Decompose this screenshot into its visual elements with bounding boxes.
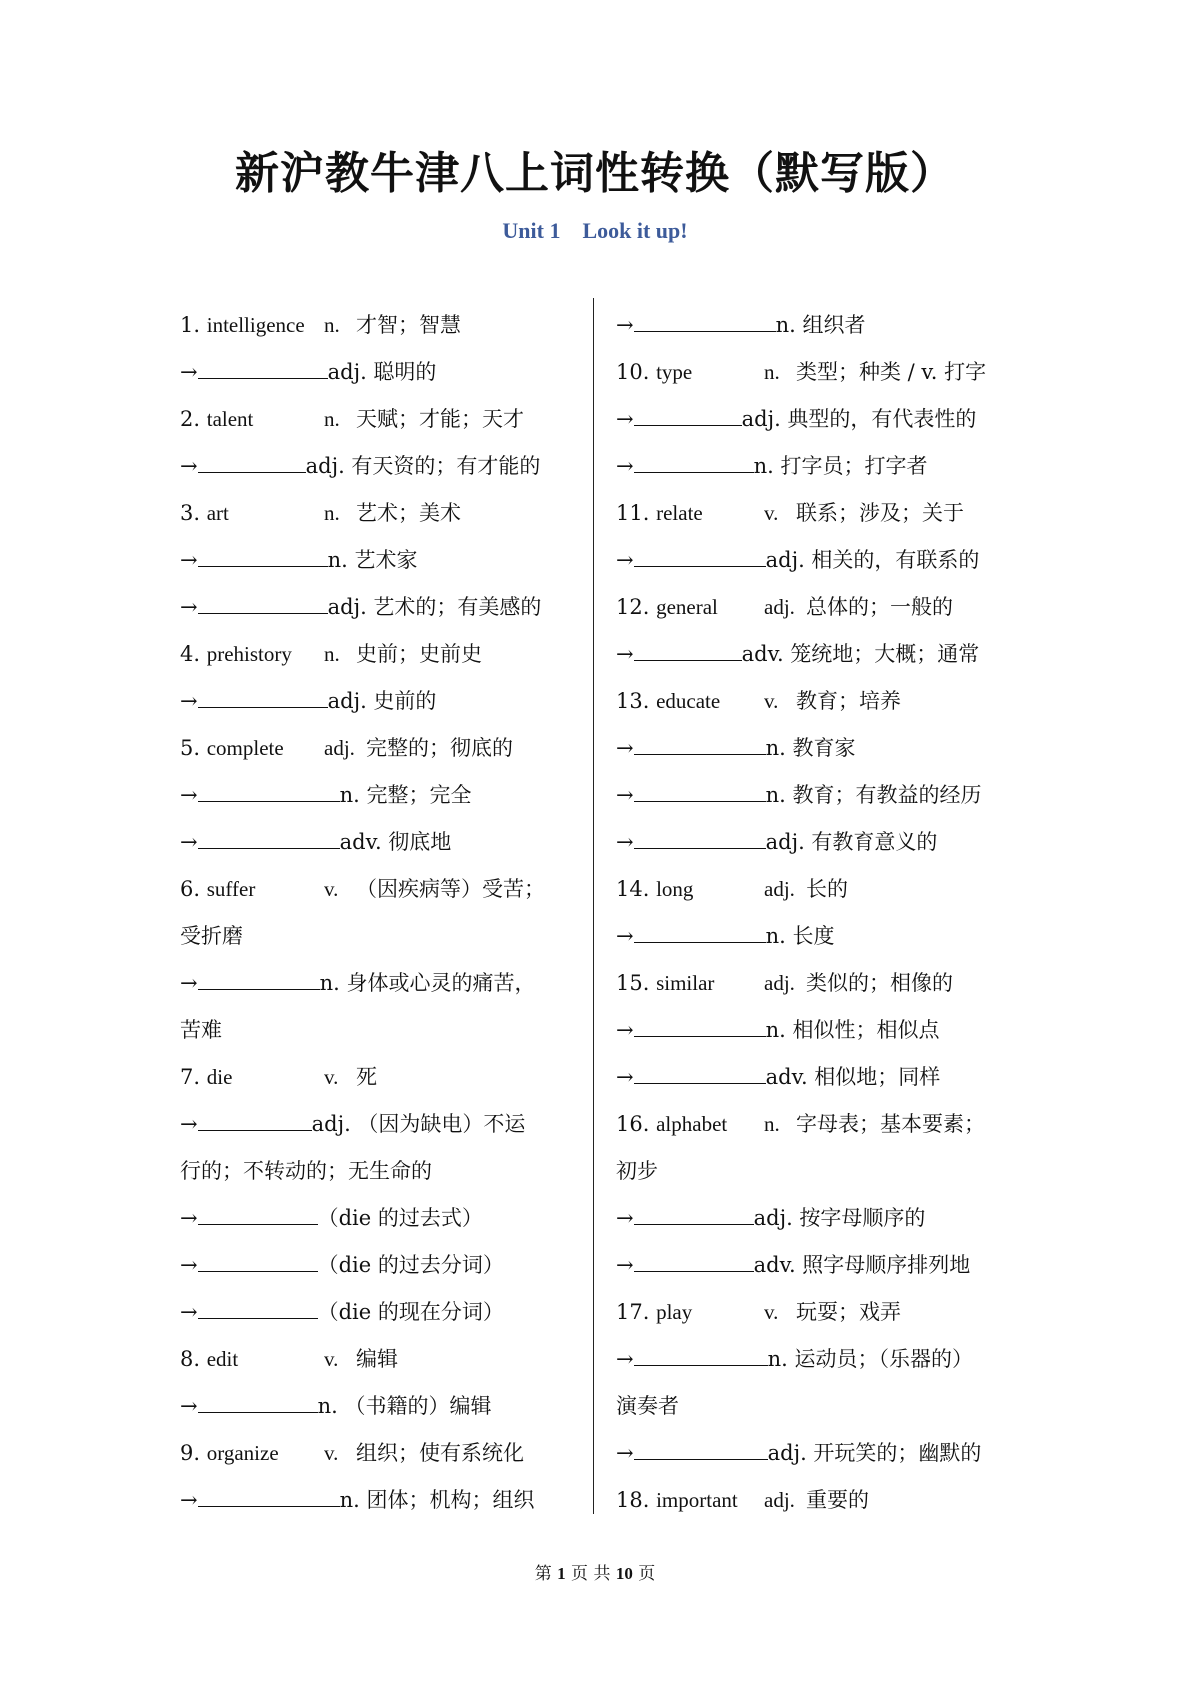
answer-blank: [198, 350, 328, 379]
entry-headword-line: [616, 1101, 1016, 1148]
meaning: 总体的；一般的: [806, 595, 953, 619]
answer-blank: [198, 585, 328, 614]
answer-blank: [634, 1055, 766, 1084]
derived-form-hint: adj. 聪明的: [327, 360, 437, 384]
derived-form-line: [616, 725, 1016, 772]
continued-meaning: 苦难: [180, 1018, 222, 1042]
entry-number-word: [180, 631, 292, 678]
arrow-icon: →: [616, 313, 634, 337]
meaning: 重要的: [806, 1488, 869, 1512]
derived-form-line: [180, 1101, 576, 1148]
derived-form-hint: adj. 典型的，有代表性的: [741, 407, 977, 431]
derived-form-line: [616, 537, 1016, 584]
answer-blank: [198, 538, 328, 567]
headword: similar: [656, 971, 715, 995]
entry-number-word: [616, 490, 703, 537]
answer-blank: [198, 961, 320, 990]
arrow-icon: →: [616, 924, 634, 948]
derived-form-line: [616, 1430, 1016, 1477]
headword: talent: [206, 407, 254, 431]
derived-form-hint: adv. 照字母顺序排列地: [753, 1253, 971, 1277]
continuation-line: [616, 1383, 1016, 1430]
arrow-icon: →: [180, 1300, 198, 1324]
derived-form-hint: n. 教育；有教益的经历: [765, 783, 982, 807]
entry-number: 10.: [616, 360, 650, 384]
entry-number-word: [180, 866, 255, 913]
meaning: 教育；培养: [796, 689, 901, 713]
meaning: 死: [356, 1065, 377, 1089]
part-of-speech: adj.: [764, 595, 795, 619]
entry-headword-line: [616, 349, 1016, 396]
derived-form-line: [180, 678, 576, 725]
entry-number: 6.: [180, 877, 201, 901]
derived-form-hint: n. 打字员；打字者: [753, 454, 928, 478]
part-of-speech: v.: [324, 1441, 339, 1465]
answer-blank: [634, 1196, 754, 1225]
entry-number-word: [616, 1289, 692, 1336]
meaning: 艺术；美术: [356, 501, 461, 525]
derived-form-hint: adj. 有天资的；有才能的: [305, 454, 541, 478]
derived-form-line: [180, 1289, 576, 1336]
derived-form-hint: adj. 按字母顺序的: [753, 1206, 926, 1230]
entry-number: 14.: [616, 877, 650, 901]
part-of-speech: n.: [764, 360, 780, 384]
answer-blank: [198, 1196, 318, 1225]
derived-form-hint: n. 完整；完全: [339, 783, 472, 807]
derived-form-line: [180, 584, 576, 631]
answer-blank: [634, 1008, 766, 1037]
derived-form-hint: adj. 史前的: [327, 689, 437, 713]
entry-number-word: [616, 349, 692, 396]
answer-blank: [634, 397, 742, 426]
derived-form-hint: （die 的现在分词）: [317, 1300, 504, 1324]
continuation-line: [180, 1007, 576, 1054]
entry-number: 17.: [616, 1300, 650, 1324]
headword: suffer: [206, 877, 256, 901]
headword: edit: [206, 1347, 239, 1371]
entry-number: 16.: [616, 1112, 650, 1136]
meaning: 长的: [806, 877, 848, 901]
answer-blank: [198, 773, 340, 802]
answer-blank: [198, 1243, 318, 1272]
meaning: 类型；种类 / v. 打字: [796, 360, 987, 384]
derived-form-line: [180, 349, 576, 396]
continuation-line: [180, 913, 576, 960]
arrow-icon: →: [180, 454, 198, 478]
arrow-icon: →: [180, 1394, 198, 1418]
derived-form-line: [616, 1336, 1016, 1383]
answer-blank: [198, 1478, 340, 1507]
part-of-speech: n.: [324, 407, 340, 431]
arrow-icon: →: [616, 642, 634, 666]
answer-blank: [634, 303, 776, 332]
footer-mid: 页 共: [571, 1564, 611, 1584]
entry-number-word: [616, 866, 693, 913]
entry-headword-line: [180, 490, 576, 537]
derived-form-hint: adv. 彻底地: [339, 830, 452, 854]
page-footer: [0, 1562, 1190, 1586]
derived-form-hint: n. 教育家: [765, 736, 856, 760]
answer-blank: [634, 914, 766, 943]
entry-headword-line: [180, 866, 576, 913]
derived-form-line: [616, 631, 1016, 678]
arrow-icon: →: [616, 407, 634, 431]
arrow-icon: →: [616, 830, 634, 854]
answer-blank: [198, 820, 340, 849]
arrow-icon: →: [616, 1253, 634, 1277]
arrow-icon: →: [180, 548, 198, 572]
headword: play: [656, 1300, 693, 1324]
arrow-icon: →: [616, 1018, 634, 1042]
arrow-icon: →: [180, 1206, 198, 1230]
arrow-icon: →: [180, 1112, 198, 1136]
entry-number: 8.: [180, 1347, 201, 1371]
meaning: 才智；智慧: [356, 313, 461, 337]
part-of-speech: v.: [764, 1300, 779, 1324]
part-of-speech: n.: [324, 642, 340, 666]
derived-form-line: [180, 772, 576, 819]
entry-number: 1.: [180, 313, 201, 337]
headword: organize: [206, 1441, 279, 1465]
answer-blank: [634, 1243, 754, 1272]
entry-headword-line: [616, 490, 1016, 537]
headword: complete: [206, 736, 284, 760]
continued-meaning: 初步: [616, 1159, 658, 1183]
derived-form-hint: n. 艺术家: [327, 548, 418, 572]
entry-headword-line: [616, 866, 1016, 913]
arrow-icon: →: [616, 1065, 634, 1089]
entry-number-word: [180, 302, 305, 349]
part-of-speech: adj.: [764, 877, 795, 901]
meaning: 类似的；相像的: [806, 971, 953, 995]
entry-headword-line: [180, 1430, 576, 1477]
entry-number-word: [180, 396, 253, 443]
derived-form-hint: adj. 艺术的；有美感的: [327, 595, 542, 619]
part-of-speech: v.: [324, 1065, 339, 1089]
arrow-icon: →: [616, 783, 634, 807]
part-of-speech: v.: [324, 1347, 339, 1371]
derived-form-hint: adv. 笼统地；大概；通常: [741, 642, 980, 666]
entry-number: 12.: [616, 595, 650, 619]
part-of-speech: v.: [764, 689, 779, 713]
part-of-speech: n.: [324, 501, 340, 525]
answer-blank: [634, 773, 766, 802]
derived-form-hint: n. 身体或心灵的痛苦，: [319, 971, 536, 995]
derived-form-line: [180, 537, 576, 584]
arrow-icon: →: [180, 595, 198, 619]
derived-form-line: [616, 396, 1016, 443]
derived-form-hint: n. 组织者: [775, 313, 866, 337]
arrow-icon: →: [180, 783, 198, 807]
derived-form-line: [616, 819, 1016, 866]
answer-blank: [198, 1384, 318, 1413]
derived-form-line: [616, 1195, 1016, 1242]
footer-page-number: 1: [557, 1564, 566, 1583]
continued-meaning: 受折磨: [180, 924, 243, 948]
right-column: [616, 302, 1016, 1524]
answer-blank: [634, 726, 766, 755]
derived-form-hint: adj. （因为缺电）不运: [311, 1112, 526, 1136]
meaning: 编辑: [356, 1347, 398, 1371]
entry-number: 4.: [180, 642, 201, 666]
meaning: 玩耍；戏弄: [796, 1300, 901, 1324]
entry-number-word: [180, 490, 229, 537]
headword: type: [656, 360, 693, 384]
derived-form-hint: n. 团体；机构；组织: [339, 1488, 535, 1512]
derived-form-line: [180, 819, 576, 866]
entry-number-word: [616, 584, 718, 631]
meaning: 字母表；基本要素；: [796, 1112, 985, 1136]
arrow-icon: →: [180, 1253, 198, 1277]
entry-headword-line: [616, 960, 1016, 1007]
meaning: 完整的；彻底的: [366, 736, 513, 760]
answer-blank: [634, 538, 766, 567]
derived-form-line: [616, 302, 1016, 349]
derived-form-hint: n. 长度: [765, 924, 835, 948]
footer-suffix: 页: [638, 1564, 656, 1584]
derived-form-line: [180, 1242, 576, 1289]
derived-form-line: [180, 960, 576, 1007]
entry-headword-line: [180, 1336, 576, 1383]
entry-headword-line: [180, 1054, 576, 1101]
arrow-icon: →: [180, 1488, 198, 1512]
headword: general: [656, 595, 718, 619]
derived-form-hint: adj. 有教育意义的: [765, 830, 938, 854]
answer-blank: [634, 1337, 768, 1366]
answer-blank: [634, 1431, 768, 1460]
answer-blank: [634, 820, 766, 849]
arrow-icon: →: [180, 971, 198, 995]
entry-number-word: [180, 1336, 238, 1383]
entry-number: 11.: [616, 501, 650, 525]
derived-form-hint: n. 运动员；（乐器的）: [767, 1347, 973, 1371]
answer-blank: [634, 632, 742, 661]
headword: prehistory: [206, 642, 292, 666]
derived-form-hint: n. 相似性；相似点: [765, 1018, 940, 1042]
derived-form-hint: adj. 开玩笑的；幽默的: [767, 1441, 982, 1465]
arrow-icon: →: [616, 1347, 634, 1371]
arrow-icon: →: [616, 1206, 634, 1230]
meaning: 天赋；才能；天才: [356, 407, 524, 431]
entry-number-word: [180, 1054, 232, 1101]
entry-number: 18.: [616, 1488, 650, 1512]
derived-form-hint: （die 的过去式）: [317, 1206, 483, 1230]
arrow-icon: →: [180, 360, 198, 384]
entry-number-word: [616, 678, 720, 725]
part-of-speech: n.: [764, 1112, 780, 1136]
entry-number: 13.: [616, 689, 650, 713]
derived-form-hint: adj. 相关的，有联系的: [765, 548, 980, 572]
headword: relate: [656, 501, 703, 525]
continuation-line: [180, 1148, 576, 1195]
arrow-icon: →: [616, 548, 634, 572]
headword: alphabet: [656, 1112, 728, 1136]
arrow-icon: →: [180, 830, 198, 854]
answer-blank: [198, 679, 328, 708]
entry-headword-line: [180, 302, 576, 349]
entry-number: 7.: [180, 1065, 201, 1089]
entry-number-word: [180, 725, 284, 772]
answer-blank: [198, 1290, 318, 1319]
part-of-speech: adj.: [764, 971, 795, 995]
answer-blank: [198, 444, 306, 473]
continued-meaning: 行的；不转动的；无生命的: [180, 1159, 432, 1183]
headword: die: [206, 1065, 233, 1089]
arrow-icon: →: [616, 736, 634, 760]
headword: intelligence: [206, 313, 305, 337]
unit-subtitle: Unit 1 Look it up!: [502, 218, 688, 243]
meaning: 联系；涉及；关于: [796, 501, 964, 525]
derived-form-line: [616, 443, 1016, 490]
entry-number: 5.: [180, 736, 201, 760]
answer-blank: [198, 1102, 312, 1131]
derived-form-line: [180, 1383, 576, 1430]
footer-prefix: 第: [534, 1564, 552, 1584]
entry-headword-line: [180, 725, 576, 772]
page-title: 新沪教牛津八上词性转换（默写版）: [235, 148, 955, 199]
headword: art: [206, 501, 229, 525]
footer-total-pages: 10: [615, 1564, 633, 1583]
entry-headword-line: [180, 631, 576, 678]
derived-form-line: [616, 772, 1016, 819]
part-of-speech: n.: [324, 313, 340, 337]
arrow-icon: →: [616, 1441, 634, 1465]
part-of-speech: v.: [764, 501, 779, 525]
entry-number-word: [180, 1430, 279, 1477]
headword: educate: [656, 689, 721, 713]
meaning: 史前；史前史: [356, 642, 482, 666]
headword: long: [656, 877, 694, 901]
arrow-icon: →: [180, 689, 198, 713]
continued-meaning: 演奏者: [616, 1394, 679, 1418]
derived-form-line: [616, 913, 1016, 960]
part-of-speech: v.: [324, 877, 339, 901]
entry-headword-line: [180, 396, 576, 443]
meaning: （因疾病等）受苦；: [356, 877, 545, 901]
entry-headword-line: [616, 1289, 1016, 1336]
derived-form-line: [616, 1054, 1016, 1101]
derived-form-hint: （die 的过去分词）: [317, 1253, 504, 1277]
answer-blank: [634, 444, 754, 473]
entry-number: 3.: [180, 501, 201, 525]
derived-form-line: [180, 1195, 576, 1242]
entry-number-word: [616, 960, 714, 1007]
entry-headword-line: [616, 678, 1016, 725]
derived-form-line: [616, 1242, 1016, 1289]
entry-headword-line: [616, 584, 1016, 631]
column-divider: [593, 298, 594, 1514]
entry-number-word: [616, 1101, 727, 1148]
derived-form-hint: adv. 相似地；同样: [765, 1065, 941, 1089]
part-of-speech: adj.: [764, 1488, 795, 1512]
entry-number: 9.: [180, 1441, 201, 1465]
part-of-speech: adj.: [324, 736, 355, 760]
derived-form-hint: n. （书籍的）编辑: [317, 1394, 492, 1418]
entry-number: 2.: [180, 407, 201, 431]
derived-form-line: [180, 1477, 576, 1524]
derived-form-line: [616, 1007, 1016, 1054]
arrow-icon: →: [616, 454, 634, 478]
headword: important: [656, 1488, 738, 1512]
entry-number-word: [616, 1477, 738, 1524]
entry-headword-line: [616, 1477, 1016, 1524]
entry-number: 15.: [616, 971, 650, 995]
derived-form-line: [180, 443, 576, 490]
meaning: 组织；使有系统化: [356, 1441, 524, 1465]
continuation-line: [616, 1148, 1016, 1195]
left-column: [180, 302, 576, 1524]
